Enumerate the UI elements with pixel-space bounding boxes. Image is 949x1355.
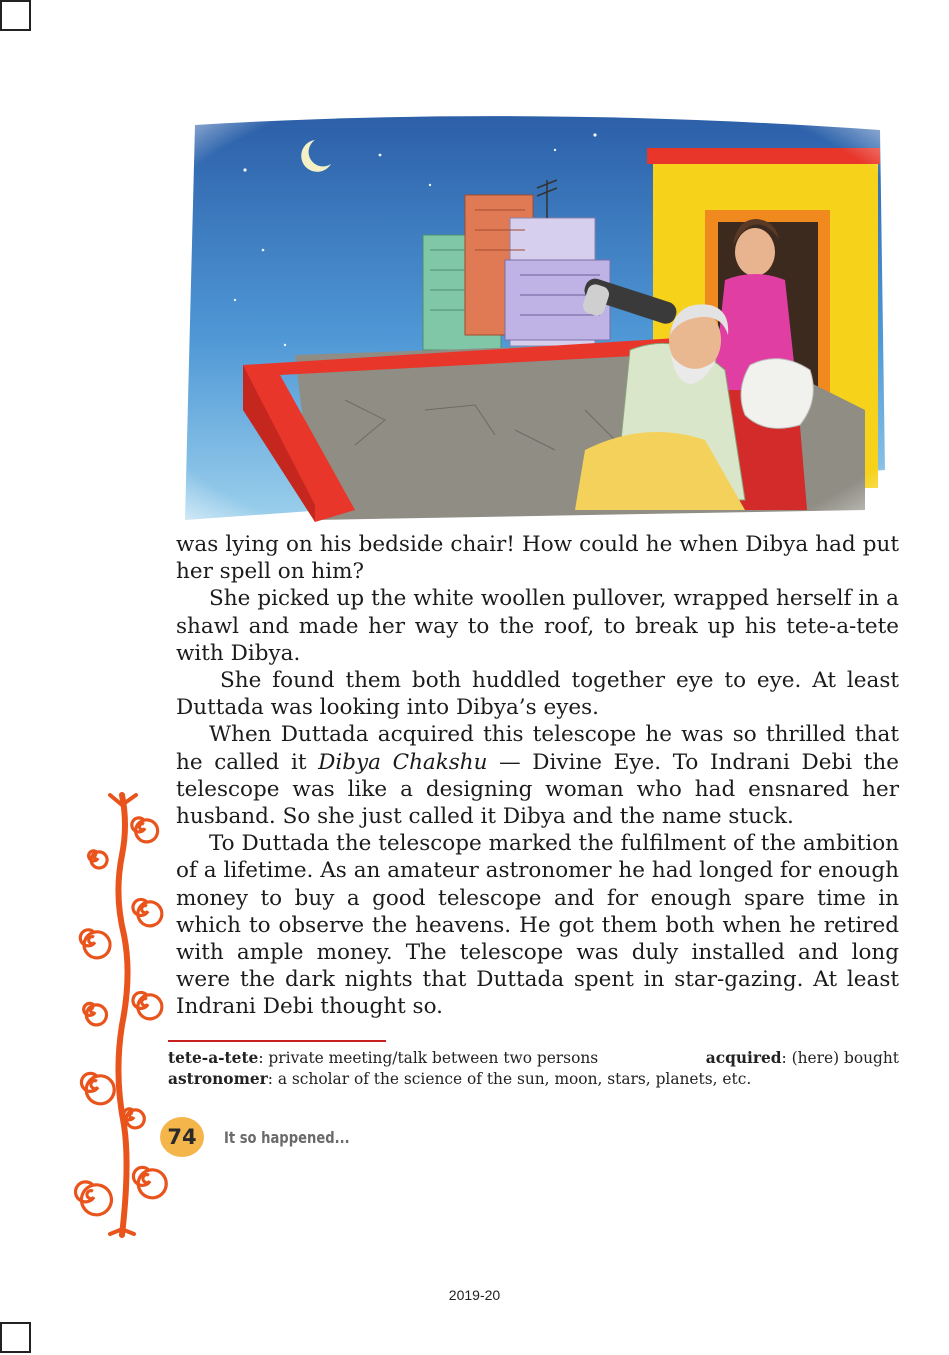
glossary-entry-tete-a-tete	[168, 1048, 598, 1069]
spiral-vine-decoration	[70, 790, 180, 1240]
paragraph-1: was lying on his bedside chair! How could he when Dibya had put her spell on him?	[176, 532, 899, 585]
paragraph-5: To Duttada the telescope marked the fulfilment of the ambition of a lifetime. As an amateur astronomer he had longed for enough money to buy a good telescope and for enough spare time in which to observe the heavens. He got them both when he retired with ample money. The telescope was duly installed and long were the dark nights that Duttada spent in star-gazing. At least Indrani Debi thought so.	[176, 831, 899, 1020]
crop-mark-top	[0, 0, 31, 31]
paragraph-4-after: — Divine Eye. To Indrani Debi the telescope was like a designing woman who had ensnared her husband. So she just called it Dibya and the name stuck.	[176, 749, 900, 830]
glossary-definition: : a scholar of the science of the sun, moon, stars, planets, etc.	[267, 1070, 752, 1088]
glossary-term: acquired	[705, 1049, 782, 1067]
paragraph-2: She picked up the white woollen pullover, wrapped herself in a shawl and made her way to the roof, to break up his tete-a-tete with Dibya.	[176, 586, 899, 666]
crop-mark-bottom	[0, 1322, 31, 1353]
rooftop-telescope-illustration	[165, 110, 898, 530]
glossary-definition: : private meeting/talk between two persons	[258, 1049, 599, 1067]
paragraph-3: She found them both huddled together eye to eye. At least Duttada was looking into Dibya’s eyes.	[176, 668, 899, 721]
running-footer-title: It so happened...	[224, 1128, 350, 1147]
glossary-term: astronomer	[168, 1070, 268, 1088]
footnote-rule	[168, 1040, 386, 1042]
dibya-chakshu-emphasis: Dibya Chakshu	[318, 749, 488, 775]
glossary-entry-acquired	[706, 1048, 899, 1069]
story-text	[176, 531, 899, 1021]
paragraph-4	[176, 721, 899, 830]
page-number-badge: 74	[160, 1117, 204, 1157]
glossary-line-1	[168, 1048, 899, 1069]
glossary	[168, 1048, 899, 1090]
edition-year: 2019-20	[448, 1287, 501, 1303]
paragraph-4-before: When Duttada acquired this telescope he was so thrilled that he called it	[176, 722, 899, 775]
glossary-definition: : (here) bought	[781, 1049, 899, 1067]
glossary-line-2	[168, 1069, 899, 1090]
glossary-term: tete-a-tete	[168, 1049, 259, 1067]
